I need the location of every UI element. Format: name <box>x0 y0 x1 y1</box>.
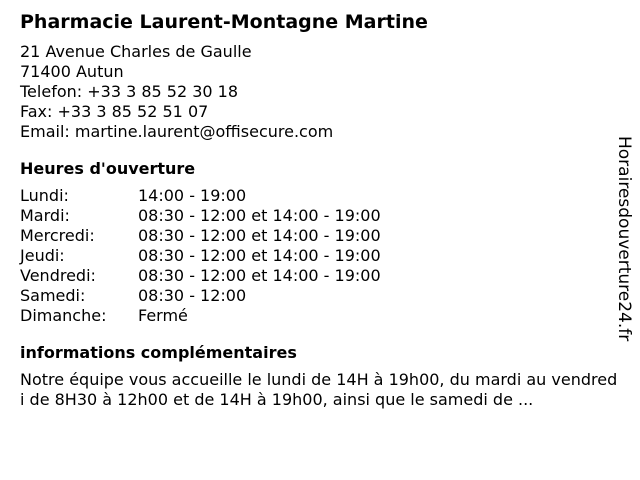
hours-time: 08:30 - 12:00 et 14:00 - 19:00 <box>138 266 381 285</box>
hours-row <box>20 206 620 226</box>
hours-time: Fermé <box>138 306 188 325</box>
address-line1: 21 Avenue Charles de Gaulle <box>20 42 252 61</box>
hours-row <box>20 306 620 326</box>
page-title: Pharmacie Laurent-Montagne Martine <box>20 11 428 33</box>
hours-day: Mardi: <box>20 206 70 225</box>
contact-block <box>20 42 620 142</box>
fax-text: Fax: +33 3 85 52 51 07 <box>20 102 209 121</box>
hours-row <box>20 246 620 266</box>
hours-day: Lundi: <box>20 186 69 205</box>
hours-day: Dimanche: <box>20 306 107 325</box>
hours-day: Mercredi: <box>20 226 95 245</box>
hours-time: 08:30 - 12:00 et 14:00 - 19:00 <box>138 246 381 265</box>
hours-time: 08:30 - 12:00 et 14:00 - 19:00 <box>138 206 381 225</box>
hours-day: Jeudi: <box>20 246 65 265</box>
hours-day: Vendredi: <box>20 266 96 285</box>
hours-heading: Heures d'ouverture <box>20 159 196 178</box>
hours-time: 08:30 - 12:00 <box>138 286 247 305</box>
email-text: Email: martine.laurent@offisecure.com <box>20 122 334 141</box>
address-line2: 71400 Autun <box>20 62 124 81</box>
hours-time: 14:00 - 19:00 <box>138 186 247 205</box>
hours-row <box>20 186 620 206</box>
pharmacy-card <box>20 8 620 410</box>
hours-row <box>20 226 620 246</box>
info-heading: informations complémentaires <box>20 343 297 362</box>
info-paragraph: Notre équipe vous accueille le lundi de 14H à 19h00, du mardi au vendredi de 8H30 à 12h00 et de 14H à 19h00, ainsi que le samedi de ... <box>20 370 618 409</box>
hours-day: Samedi: <box>20 286 86 305</box>
hours-row <box>20 266 620 286</box>
site-watermark: Horairesdouverture24.fr <box>614 136 634 342</box>
hours-row <box>20 286 620 306</box>
phone-text: Telefon: +33 3 85 52 30 18 <box>20 82 239 101</box>
hours-table <box>20 186 620 326</box>
hours-time: 08:30 - 12:00 et 14:00 - 19:00 <box>138 226 381 245</box>
